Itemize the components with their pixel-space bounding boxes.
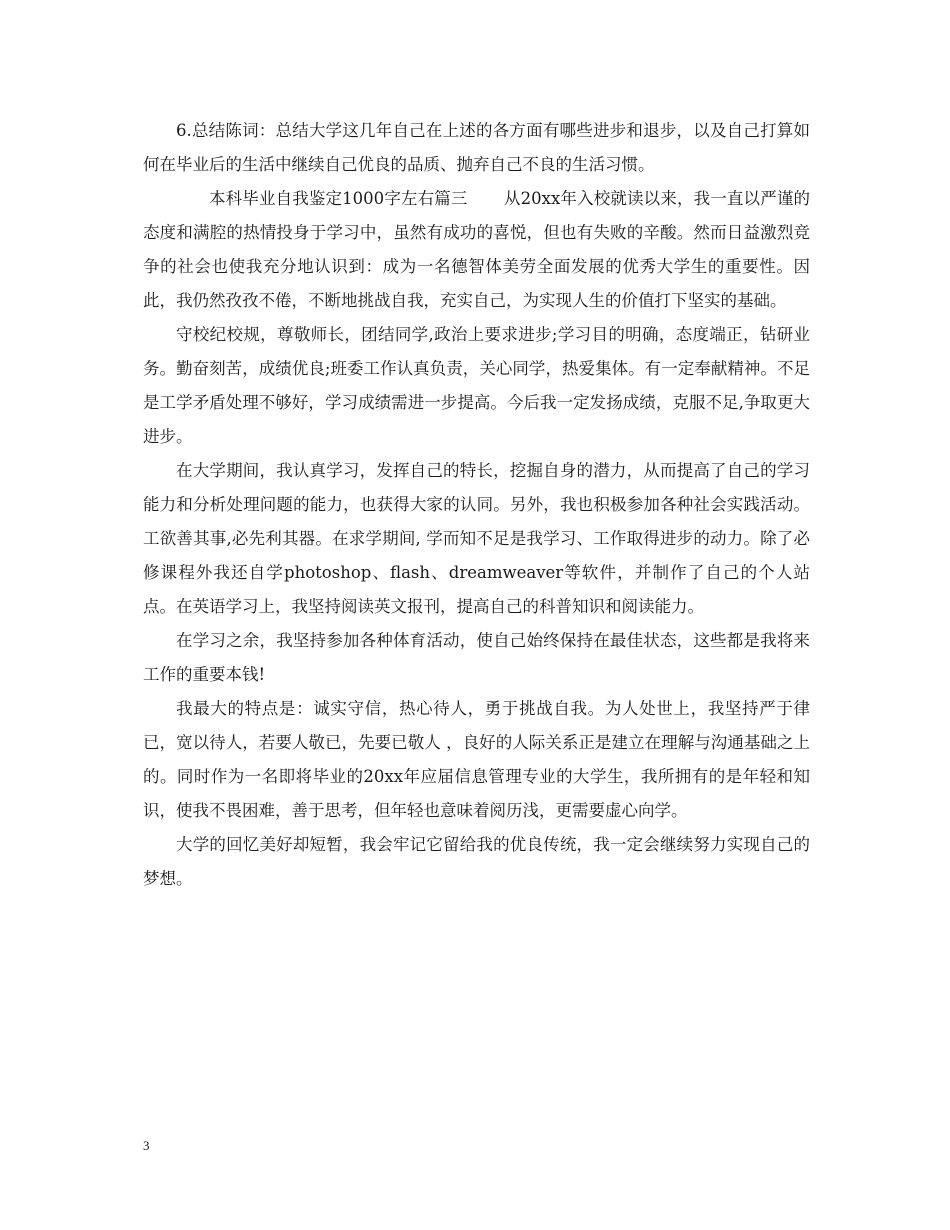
section-intro: 从20xx年入校就读以来，我一直以严谨的态度和满腔的热情投身于学习中，虽然有成功的喜悦，但也有失败的辛酸。然而日益激烈竞争的社会也使我充分地认识到：成为一名德智体美劳全面发展的优秀大学生的重要性。因此，我仍然孜孜不倦，不断地挑战自我，充实自己，为实现人生的价值打下坚实的基础。 [143, 189, 811, 310]
paragraph-character: 我最大的特点是：诚实守信，热心待人，勇于挑战自我。为人处世上，我坚持严于律已，宽以待人，若要人敬已，先要已敬人 ，良好的人际关系正是建立在理解与沟通基础之上的。同时作为一名即将毕业的20xx年应届信息管理专业的大学生，我所拥有的是年轻和知识，使我不畏困难，善于思考，但年轻也意味着阅历浅，更需要虚心向学。 [143, 699, 810, 820]
paragraph-discipline: 守校纪校规，尊敬师长，团结同学,政治上要求进步;学习目的明确，态度端正，钻研业务。勤奋刻苦，成绩优良;班委工作认真负责，关心同学，热爱集体。有一定奉献精神。不足是工学矛盾处理不够好，学习成绩需进一步提高。今后我一定发扬成绩，克服不足,争取更大进步。 [143, 325, 810, 446]
page-number: 3 [143, 1138, 150, 1153]
paragraph-closing: 大学的回忆美好却短暂，我会牢记它留给我的优良传统，我一定会继续努力实现自己的梦想。 [143, 835, 810, 888]
paragraph-sports: 在学习之余，我坚持参加各种体育活动，使自己始终保持在最佳状态，这些都是我将来工作的重要本钱! [143, 631, 810, 684]
section-title: 本科毕业自我鉴定1000字左右篇三 [209, 189, 468, 208]
paragraph-university-study: 在大学期间，我认真学习，发挥自己的特长，挖掘自身的潜力，从而提高了自己的学习能力和分析处理问题的能力，也获得大家的认同。另外，我也积极参加各种社会实践活动。工欲善其事,必先利其器。在求学期间, 学而知不足是我学习、工作取得进步的动力。除了必修课程外我还自学photoshop、flash、dreamweaver等软件，并制作了自己的个人站点。在英语学习上，我坚持阅读英文报刊，提高自己的科普知识和阅读能力。 [143, 461, 810, 616]
paragraph-section-three [143, 182, 810, 318]
document-body [143, 114, 810, 896]
paragraph-summary: 6.总结陈词：总结大学这几年自己在上述的各方面有哪些进步和退步，以及自己打算如何在毕业后的生活中继续自己优良的品质、抛弃自己不良的生活习惯。 [143, 121, 810, 174]
